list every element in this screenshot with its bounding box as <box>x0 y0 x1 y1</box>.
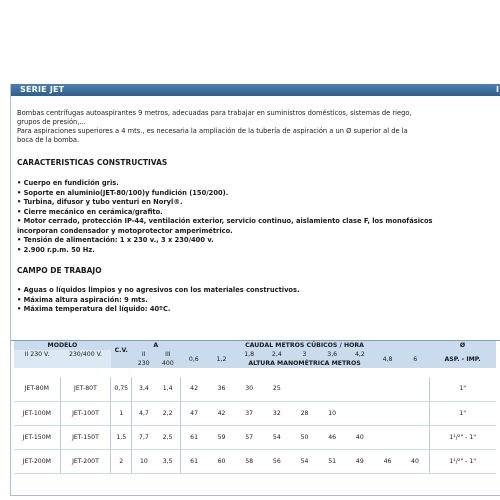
amp-mono-cell: 3,4 <box>132 377 156 401</box>
head-cell: 40 <box>401 449 429 473</box>
cv-cell: 1,5 <box>111 425 132 449</box>
construct-item: • Soporte en aluminio(JET-80/100)y fundición (150/200). <box>17 189 433 199</box>
head-cell: 42 <box>208 401 236 425</box>
head-cell: 61 <box>180 449 208 473</box>
head-cell: 46 <box>374 449 402 473</box>
construct-heading: CARACTERISTICAS CONSTRUCTIVAS <box>17 158 168 167</box>
amp-mono-cell: 7,7 <box>132 425 156 449</box>
head-cell <box>401 401 429 425</box>
head-cell <box>318 377 346 401</box>
head-cell: 57 <box>235 425 263 449</box>
flow-header: 3,6 <box>318 350 346 359</box>
head-cell: 40 <box>346 425 374 449</box>
diameter-header: Ø <box>429 341 496 350</box>
head-cell: 37 <box>235 401 263 425</box>
cv-cell: 0,75 <box>111 377 132 401</box>
head-cell: 61 <box>180 425 208 449</box>
series-title-bar <box>11 84 500 96</box>
construct-item: • Motor cerrado, protección IP-44, ventilación exterior, servicio continuo, aislamiento clase F, los monofásicos <box>17 217 433 227</box>
head-cell <box>346 401 374 425</box>
head-cell: 60 <box>208 449 236 473</box>
head-cell: 25 <box>263 377 291 401</box>
construct-item: • Cierre mecánico en cerámica/grafito. <box>17 208 433 218</box>
tri-header: 230/400 V. <box>60 350 111 359</box>
intro-line-2: grupos de presión,... <box>17 118 86 126</box>
caudal-header: CAUDAL METROS CÚBICOS / HORA <box>180 341 429 350</box>
amp-tri-cell: 1,4 <box>156 377 180 401</box>
diameter-cell: 1¹/²" - 1" <box>429 449 496 473</box>
head-cell: 51 <box>318 449 346 473</box>
cv-header: C.V. <box>111 341 132 359</box>
flow-header: 1,8 <box>235 350 263 359</box>
intro-line-4: boca de la bomba. <box>17 136 80 144</box>
diameter-cell: 1¹/²" - 1" <box>429 425 496 449</box>
construct-item: • Cuerpo en fundición gris. <box>17 179 433 189</box>
altura-header: ALTURA MANOMÉTRICA METROS <box>235 359 373 368</box>
table-header-row-1 <box>14 341 496 350</box>
head-cell: 46 <box>318 425 346 449</box>
flow-header: 1,2 <box>208 350 236 368</box>
model-tri-cell: JET-80T <box>60 377 111 401</box>
model-mono-cell: JET-80M <box>14 377 60 401</box>
construct-list <box>17 179 433 255</box>
table-row <box>14 425 496 449</box>
head-cell <box>291 377 319 401</box>
work-heading: CAMPO DE TRABAJO <box>17 266 102 275</box>
head-cell: 58 <box>235 449 263 473</box>
modelo-header: MODELO <box>14 341 111 350</box>
head-cell: 56 <box>263 449 291 473</box>
amp-ii-header: II <box>132 350 156 359</box>
construct-item: • Tensión de alimentación: 1 x 230 v., 3 x 230/400 v. <box>17 236 433 246</box>
amp-mono-cell: 4,7 <box>132 401 156 425</box>
construct-item: • 2.900 r.p.m. 50 Hz. <box>17 246 433 256</box>
diameter-cell: 1" <box>429 377 496 401</box>
work-item: • Máxima altura aspiración: 9 mts. <box>17 296 300 306</box>
model-mono-cell: JET-200M <box>14 449 60 473</box>
head-cell <box>401 425 429 449</box>
flow-header: 0,6 <box>180 350 208 368</box>
construct-item: incorporan condensador y motoprotector amperimétrico. <box>17 226 233 235</box>
head-cell: 50 <box>291 425 319 449</box>
title-right-mark: I <box>496 85 499 94</box>
head-cell: 32 <box>263 401 291 425</box>
diameter-cell: 1" <box>429 401 496 425</box>
flow-header: 4,8 <box>374 350 402 368</box>
amp-tri-cell: 2,5 <box>156 425 180 449</box>
flow-header: 4,2 <box>346 350 374 359</box>
head-cell <box>374 401 402 425</box>
head-cell <box>374 377 402 401</box>
head-cell: 42 <box>180 377 208 401</box>
spec-table <box>14 341 496 474</box>
amp-mono-cell: 10 <box>132 449 156 473</box>
amp-230-header: 230 <box>132 359 156 368</box>
model-mono-cell: JET-100M <box>14 401 60 425</box>
work-list <box>17 286 300 315</box>
model-tri-cell: JET-200T <box>60 449 111 473</box>
asp-imp-header: ASP. - IMP. <box>429 350 496 368</box>
table-row <box>14 449 496 473</box>
amp-tri-cell: 3,5 <box>156 449 180 473</box>
model-tri-cell: JET-150T <box>60 425 111 449</box>
series-title: SERIE JET <box>20 85 65 94</box>
model-mono-cell: JET-150M <box>14 425 60 449</box>
amp-header: A <box>132 341 180 350</box>
head-cell <box>346 377 374 401</box>
head-cell: 59 <box>208 425 236 449</box>
head-cell: 54 <box>263 425 291 449</box>
head-cell: 49 <box>346 449 374 473</box>
head-cell <box>401 377 429 401</box>
work-item: • Máxima temperatura del líquido: 40ºC. <box>17 305 300 315</box>
flow-header: 2,4 <box>263 350 291 359</box>
amp-400-header: 400 <box>156 359 180 368</box>
intro-line-1: Bombas centrífugas autoaspirantes 9 metros, adecuadas para trabajar en suministros domésticos, sistemas de riego, <box>17 109 412 117</box>
head-cell: 47 <box>180 401 208 425</box>
table-row <box>14 401 496 425</box>
table-header-row-2 <box>14 350 496 359</box>
amp-iii-header: III <box>156 350 180 359</box>
work-item: • Aguas o líquidos limpios y no agresivos con los materiales constructivos. <box>17 286 300 296</box>
head-cell: 30 <box>235 377 263 401</box>
head-cell: 10 <box>318 401 346 425</box>
head-cell: 36 <box>208 377 236 401</box>
flow-header: 3 <box>291 350 319 359</box>
cv-cell: 2 <box>111 449 132 473</box>
head-cell: 28 <box>291 401 319 425</box>
construct-item: • Turbina, difusor y tubo venturi en Noryl®. <box>17 198 433 208</box>
amp-tri-cell: 2,2 <box>156 401 180 425</box>
table-row <box>14 377 496 401</box>
intro-line-3: Para aspiraciones superiores a 4 mts., es necesaria la ampliación de la tubería de aspiración a un Ø superior al de la <box>17 127 408 135</box>
head-cell <box>374 425 402 449</box>
mono-header: II 230 V. <box>14 350 60 359</box>
model-tri-cell: JET-100T <box>60 401 111 425</box>
cv-cell: 1 <box>111 401 132 425</box>
head-cell: 54 <box>291 449 319 473</box>
flow-header: 6 <box>401 350 429 368</box>
